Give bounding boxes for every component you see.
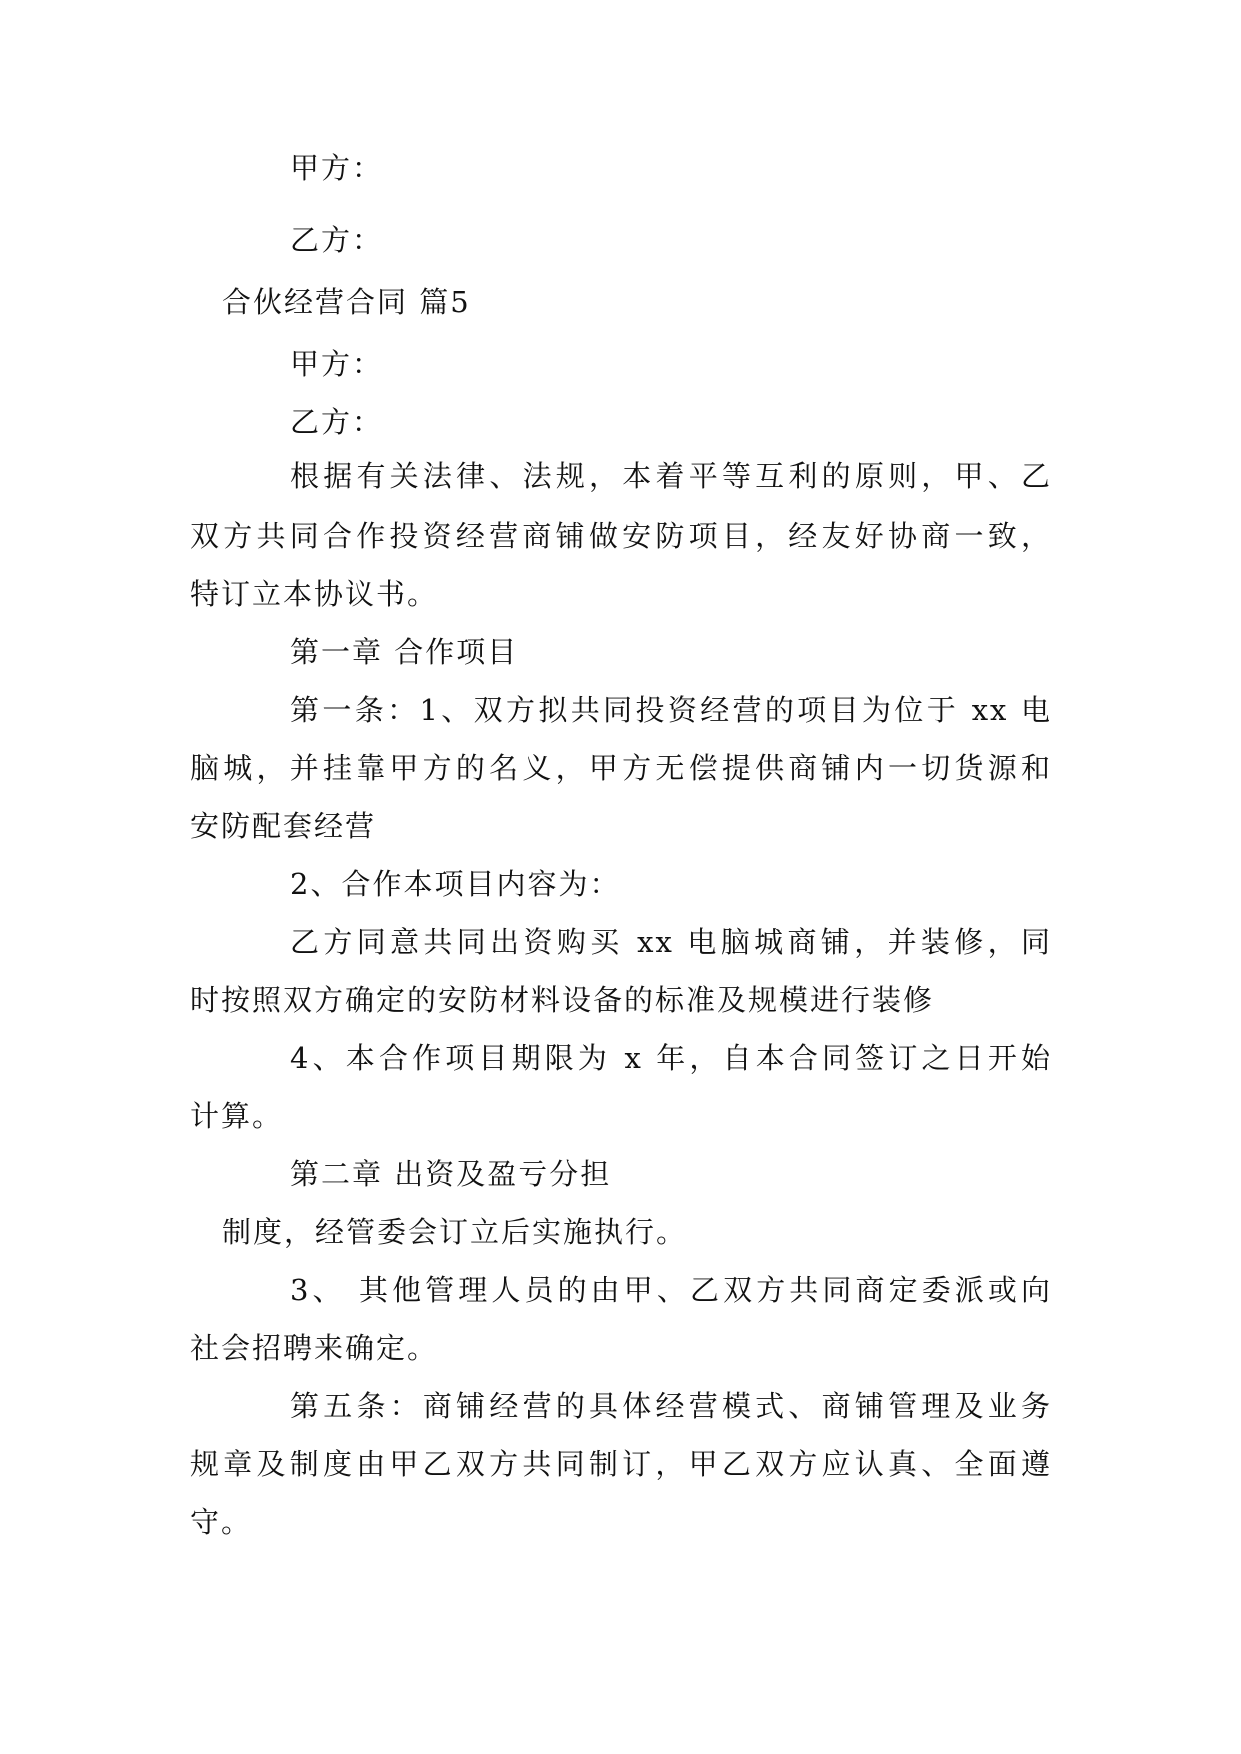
- chapter-heading: 第二章 出资及盈亏分担: [290, 1157, 612, 1191]
- party-a-label-2: 甲方：: [290, 347, 384, 381]
- party-b-label: 乙方：: [290, 223, 384, 257]
- paragraph-line: 社会招聘来确定。: [190, 1331, 439, 1365]
- paragraph-line: 4、本合作项目期限为 x 年，自本合同签订之日开始: [290, 1041, 1052, 1075]
- paragraph-line: 制度，经管委会订立后实施执行。: [222, 1215, 688, 1249]
- paragraph-line: 安防配套经营: [190, 809, 377, 843]
- paragraph-line: 乙方同意共同出资购买 xx 电脑城商铺，并装修，同: [290, 925, 1052, 959]
- party-b-label-2: 乙方：: [290, 405, 384, 439]
- paragraph-line: 特订立本协议书。: [190, 577, 439, 611]
- paragraph-line: 时按照双方确定的安防材料设备的标准及规模进行装修: [190, 983, 935, 1017]
- chapter-heading: 第一章 合作项目: [290, 635, 519, 669]
- paragraph-line: 3、 其他管理人员的由甲、乙双方共同商定委派或向: [290, 1273, 1052, 1307]
- paragraph-line: 脑城，并挂靠甲方的名义，甲方无偿提供商铺内一切货源和: [190, 751, 1052, 785]
- paragraph-line: 根据有关法律、法规，本着平等互利的原则，甲、乙: [290, 459, 1052, 493]
- paragraph-line: 规章及制度由甲乙双方共同制订，甲乙双方应认真、全面遵: [190, 1447, 1052, 1481]
- paragraph-line: 双方共同合作投资经营商铺做安防项目，经友好协商一致，: [190, 519, 1052, 553]
- paragraph-line: 计算。: [190, 1099, 284, 1133]
- section-heading: 合伙经营合同 篇5: [222, 285, 471, 319]
- paragraph-line: 第一条：1、双方拟共同投资经营的项目为位于 xx 电: [290, 693, 1052, 727]
- paragraph-line: 2、合作本项目内容为：: [290, 867, 621, 901]
- paragraph-line: 第五条：商铺经营的具体经营模式、商铺管理及业务: [290, 1389, 1052, 1423]
- paragraph-line: 守。: [190, 1505, 253, 1539]
- party-a-label: 甲方：: [290, 151, 384, 185]
